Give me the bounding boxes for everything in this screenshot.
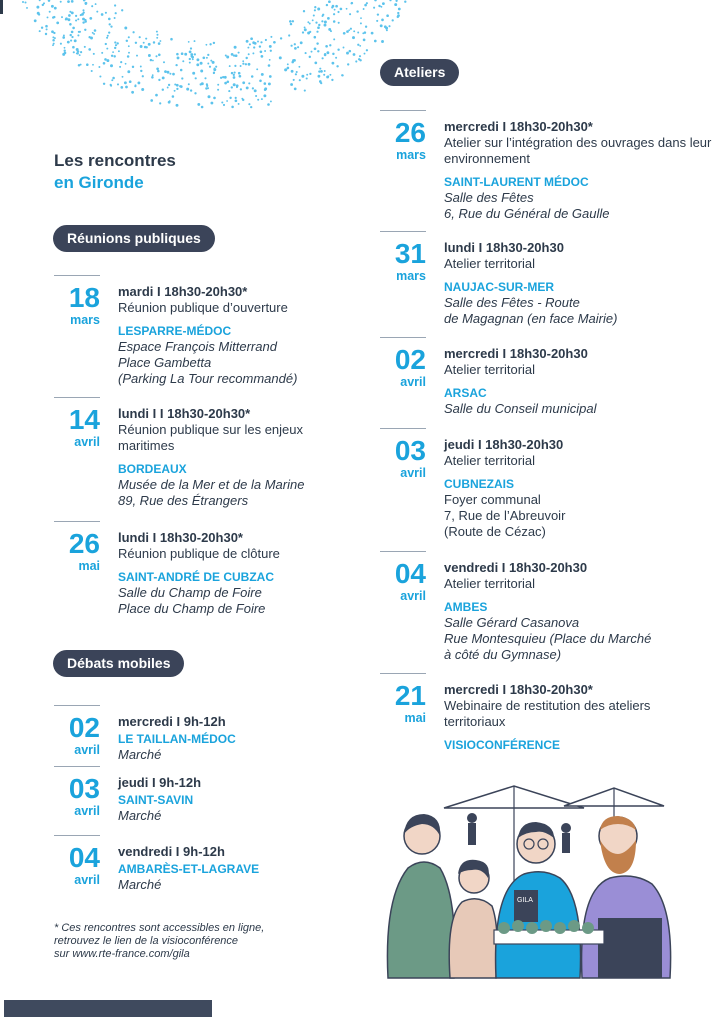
event-location: BORDEAUX	[118, 462, 187, 476]
event-address-line: 7, Rue de l’Abreuvoir	[444, 508, 566, 523]
footnote-line: sur www.rte-france.com/gila	[54, 948, 190, 960]
event-description: Atelier territorial	[444, 576, 536, 591]
event-location: CUBNEZAIS	[444, 477, 515, 491]
event-description: Atelier territorial	[444, 453, 536, 468]
event-location: NAUJAC-SUR-MER	[444, 280, 554, 294]
event-location: ARSAC	[444, 386, 487, 400]
event-month: avril	[74, 743, 100, 757]
event-time: mercredi I 18h30-20h30	[444, 346, 588, 361]
event-divider	[380, 337, 426, 338]
event-time: vendredi I 9h-12h	[118, 844, 225, 859]
title-line-1: Les rencontres	[54, 151, 176, 170]
event-day: 21	[394, 680, 426, 711]
event-address-line: Salle du Conseil municipal	[444, 401, 597, 416]
event-location: SAINT-ANDRÉ DE CUBZAC	[118, 570, 274, 584]
event-location: AMBES	[444, 600, 488, 614]
event-day: 04	[394, 558, 426, 589]
event-address-line: Foyer communal	[444, 492, 541, 507]
event-address-line: (Parking La Tour recommandé)	[118, 371, 298, 386]
event-time: jeudi I 18h30-20h30	[444, 437, 564, 452]
event-month: mars	[396, 148, 426, 162]
event-address-line: de Magagnan (en face Mairie)	[444, 311, 618, 326]
event-time: mercredi I 18h30-20h30*	[444, 119, 593, 134]
footnote	[54, 922, 324, 961]
event-day: 18	[68, 282, 100, 313]
event-time: lundi I I 18h30-20h30*	[118, 406, 251, 421]
event-description: Atelier sur l’intégration des ouvrages dans leur environnement	[444, 135, 712, 166]
section-debats-mobiles: Débats mobiles	[53, 650, 184, 677]
event-month: avril	[74, 804, 100, 818]
event-time: vendredi I 18h30-20h30	[444, 560, 588, 575]
event-month: avril	[400, 375, 426, 389]
event-description: Réunion publique sur les enjeux maritimes	[118, 422, 304, 453]
event-divider	[54, 521, 100, 522]
dot-pattern-decoration	[0, 0, 716, 110]
event-address-line: Salle Gérard Casanova	[444, 615, 580, 630]
event-divider	[380, 551, 426, 552]
event-divider	[380, 110, 426, 111]
event-day: 26	[394, 117, 426, 148]
event-time: mercredi I 9h-12h	[118, 714, 226, 729]
market-scene-illustration	[384, 778, 710, 988]
event-month: mars	[70, 313, 100, 327]
event-divider	[380, 673, 426, 674]
event-address-line: Musée de la Mer et de la Marine	[118, 477, 305, 492]
event-day: 31	[394, 238, 426, 269]
event-location: SAINT-SAVIN	[118, 793, 194, 807]
event-description: Atelier territorial	[444, 256, 536, 271]
title-line-2: en Gironde	[54, 173, 144, 192]
section-reunions-publiques: Réunions publiques	[53, 225, 215, 252]
event-month: avril	[74, 435, 100, 449]
footnote-line: retrouvez le lien de la visioconférence	[54, 935, 239, 947]
event-time: lundi I 18h30-20h30	[444, 240, 564, 255]
event-divider	[54, 835, 100, 836]
event-address-line: Salle des Fêtes	[444, 190, 534, 205]
event-address-line: Place du Champ de Foire	[118, 601, 266, 616]
event-divider	[380, 231, 426, 232]
event-day: 03	[68, 773, 100, 804]
event-time: mercredi I 18h30-20h30*	[444, 682, 593, 697]
event-address-line: Place Gambetta	[118, 355, 212, 370]
event-address-line: Rue Montesquieu (Place du Marché	[444, 631, 652, 646]
sign-text: GILA	[517, 897, 533, 904]
event-time: jeudi I 9h-12h	[118, 775, 202, 790]
event-description: Réunion publique de clôture	[118, 546, 280, 561]
event-time: lundi I 18h30-20h30*	[118, 530, 243, 545]
event-address-line: Marché	[118, 747, 162, 762]
event-month: mai	[404, 711, 426, 725]
bottom-bar-decoration	[4, 1000, 212, 1017]
event-address-line: Marché	[118, 808, 162, 823]
event-day: 26	[68, 528, 100, 559]
event-month: avril	[74, 873, 100, 887]
event-location: SAINT-LAURENT MÉDOC	[444, 175, 589, 189]
event-divider	[380, 428, 426, 429]
event-description: Webinaire de restitution des ateliers territoriaux	[444, 698, 651, 729]
event-address-line: Marché	[118, 877, 162, 892]
event-divider	[54, 397, 100, 398]
event-address-line: 6, Rue du Général de Gaulle	[444, 206, 610, 221]
event-address-line: Salle du Champ de Foire	[118, 585, 262, 600]
event-address-line: à côté du Gymnase)	[444, 647, 562, 662]
event-month: avril	[400, 589, 426, 603]
page-title	[54, 150, 176, 194]
event-description: Réunion publique d’ouverture	[118, 300, 288, 315]
event-day: 04	[68, 842, 100, 873]
event-location: LESPARRE-MÉDOC	[118, 324, 232, 338]
event-location: AMBARÈS-ET-LAGRAVE	[118, 862, 260, 876]
event-day: 02	[394, 344, 426, 375]
event-location: LE TAILLAN-MÉDOC	[118, 732, 236, 746]
event-divider	[54, 766, 100, 767]
event-divider	[54, 275, 100, 276]
event-divider	[54, 705, 100, 706]
event-time: mardi I 18h30-20h30*	[118, 284, 248, 299]
event-month: mars	[396, 269, 426, 283]
event-day: 03	[394, 435, 426, 466]
event-location: VISIOCONFÉRENCE	[444, 738, 561, 752]
event-address-line: 89, Rue des Étrangers	[118, 493, 249, 508]
event-address-line: Salle des Fêtes - Route	[444, 295, 580, 310]
section-ateliers: Ateliers	[380, 59, 459, 86]
event-month: mai	[78, 559, 100, 573]
event-day: 02	[68, 712, 100, 743]
event-address-line: Espace François Mitterrand	[118, 339, 277, 354]
event-month: avril	[400, 466, 426, 480]
event-day: 14	[68, 404, 100, 435]
event-description: Atelier territorial	[444, 362, 536, 377]
event-address-line: (Route de Cézac)	[444, 524, 546, 539]
footnote-line: * Ces rencontres sont accessibles en ligne,	[54, 922, 265, 934]
